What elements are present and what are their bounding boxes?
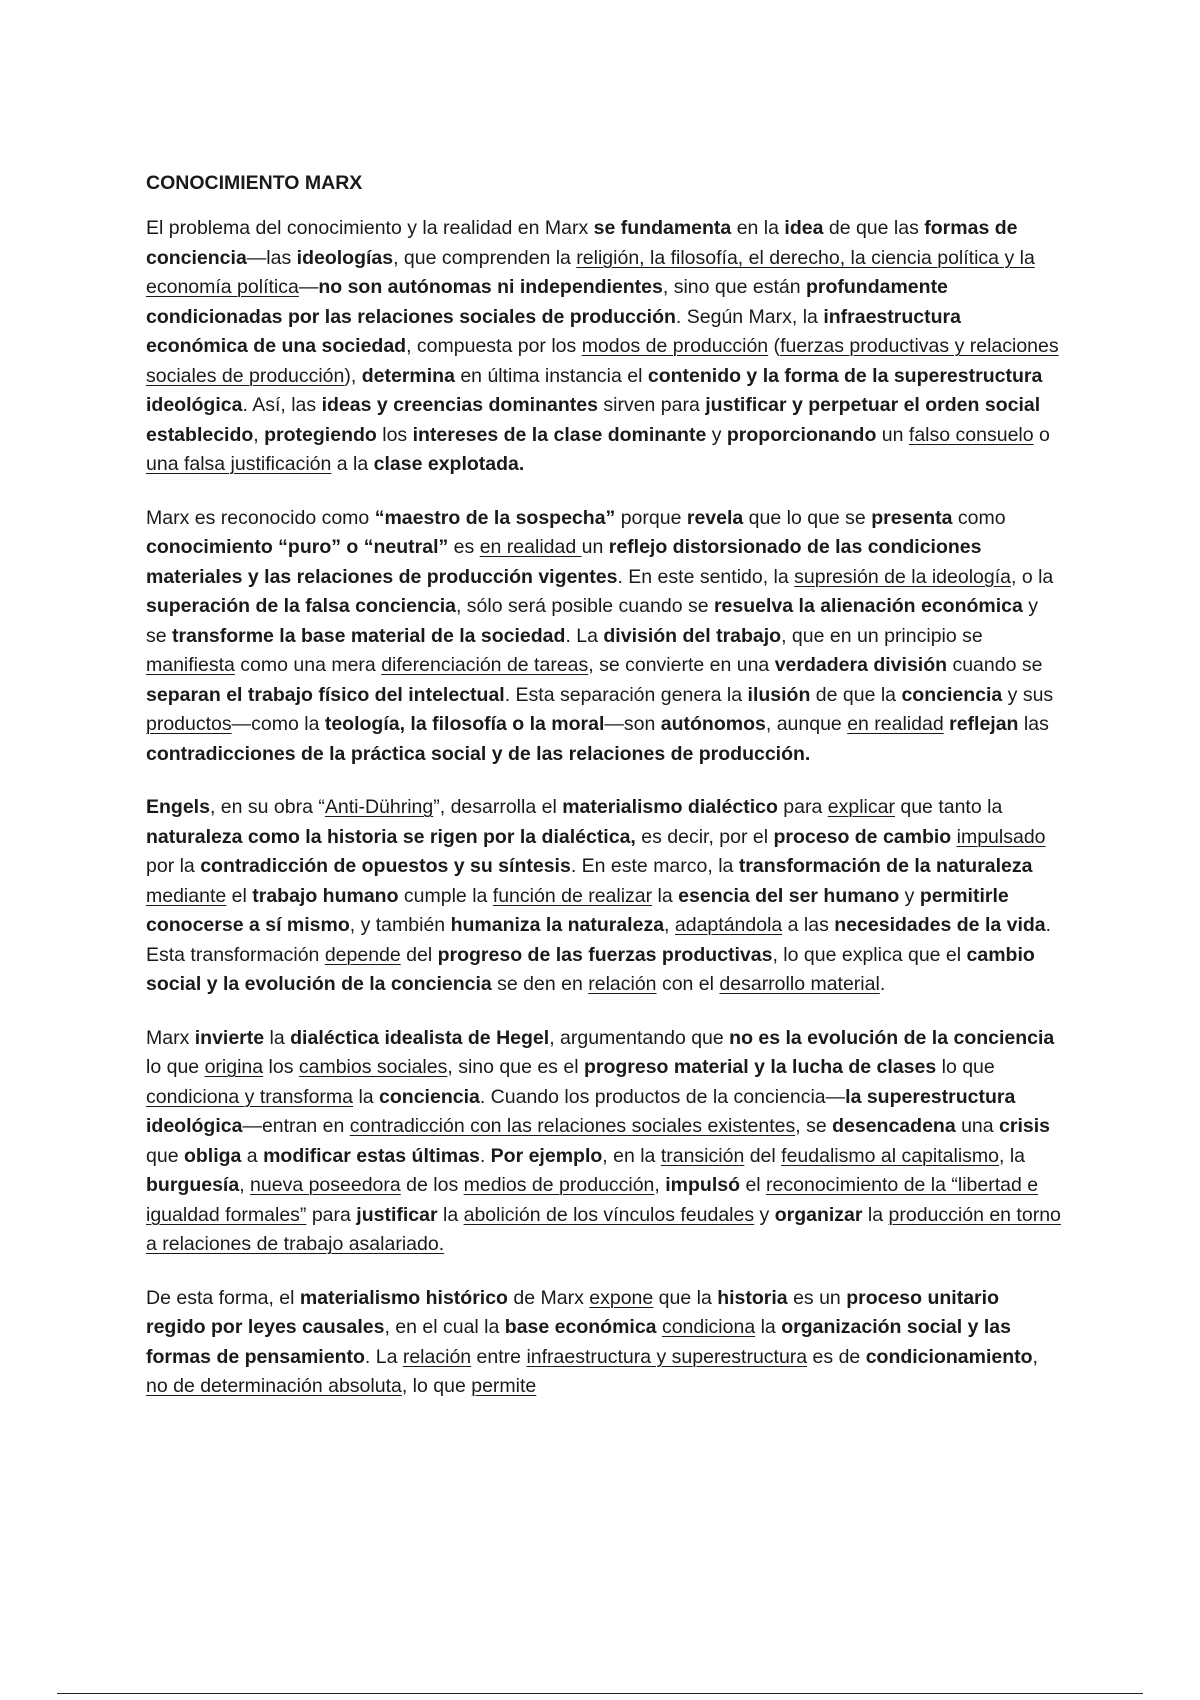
bold-phrase: infraestructura económica de una sociedad (146, 305, 961, 357)
text-run: entre (471, 1345, 527, 1368)
text-run: por la (146, 855, 201, 877)
bold-phrase: necesidades de la vida (834, 914, 1046, 936)
underlined-phrase: productos (146, 713, 232, 735)
bold-phrase: separan el trabajo físico del intelectual (146, 683, 505, 706)
paragraph-3 (146, 793, 1061, 1000)
bold-phrase: conocimiento “puro” o “neutral” (146, 536, 449, 558)
bold-phrase: cambio social y la evolución de la conciencia (146, 943, 1035, 995)
page-bottom-rule (57, 1693, 1143, 1694)
text-run: Marx es reconocido como (146, 506, 375, 529)
bold-phrase: condicionamiento (865, 1345, 1033, 1368)
text-run: a (241, 1144, 264, 1167)
text-run: —entran en (242, 1115, 350, 1137)
text-run: , (664, 914, 675, 936)
bold-phrase: proceso de cambio (773, 825, 952, 848)
paragraph-5 (146, 1284, 1061, 1402)
text-run: y (754, 1203, 775, 1226)
bold-phrase: reflejo distorsionado de las condiciones materiales y las relaciones de producción vigentes (146, 536, 982, 588)
bold-phrase: no son autónomas ni independientes (318, 276, 663, 298)
bold-phrase: superación de la falsa conciencia (146, 595, 456, 617)
text-run: , lo que explica que el (772, 943, 967, 966)
bold-phrase: contradicción de opuestos y su síntesis (200, 855, 571, 877)
underlined-phrase: producción en torno a relaciones de trabajo asalariado. (146, 1203, 1061, 1255)
bold-phrase: determina (361, 364, 455, 387)
text-run: a las (782, 914, 835, 936)
text-run: de que la (810, 683, 902, 706)
text-run: , que comprenden la (393, 246, 577, 269)
text-run: . En este sentido, la (617, 565, 795, 588)
underlined-phrase: reconocimiento de la “libertad e igualdad formales” (146, 1174, 1039, 1226)
text-run: y (899, 884, 920, 907)
text-run: De esta forma, el (146, 1286, 300, 1309)
text-run: . Así, las (242, 394, 322, 416)
text-run: El problema del conocimiento y la realidad en Marx (146, 217, 594, 239)
text-run: . Esta separación genera la (504, 683, 748, 706)
text-run: y se (146, 595, 1039, 647)
text-run: , (253, 423, 265, 446)
text-run: cumple la (398, 884, 493, 907)
underlined-phrase: supresión de la ideología (794, 565, 1011, 588)
bold-phrase: profundamente condicionadas por las relaciones sociales de producción (146, 276, 948, 328)
bold-phrase: clase explotada. (373, 453, 525, 475)
text-run: ”, desarrolla el (433, 796, 563, 818)
text-run: , aunque (765, 713, 848, 735)
bold-phrase: modificar estas últimas (263, 1144, 480, 1167)
text-run: a la (331, 453, 374, 475)
text-run: la (437, 1203, 464, 1226)
underlined-phrase: expone (589, 1286, 654, 1309)
bold-phrase: materialismo histórico (299, 1286, 508, 1309)
bold-phrase: materialismo dialéctico (562, 796, 778, 818)
underlined-phrase: modos de producción (581, 335, 769, 357)
bold-phrase: conciencia (901, 683, 1003, 706)
bold-phrase: se fundamenta (593, 217, 732, 239)
bold-phrase: protegiendo (264, 423, 377, 446)
text-run: para (306, 1203, 357, 1226)
text-run: de Marx (507, 1286, 590, 1309)
text-run: y (706, 423, 727, 446)
text-run: —las (246, 246, 297, 269)
text-run: . (479, 1144, 491, 1167)
bold-phrase: conciencia (379, 1085, 480, 1108)
bold-phrase: revela (686, 506, 744, 529)
text-run: . Esta transformación (146, 914, 1052, 966)
bold-phrase: autónomos (660, 713, 766, 735)
text-run: en la (731, 217, 785, 239)
underlined-phrase: relación (588, 973, 657, 995)
text-run: se den en (491, 973, 589, 995)
underlined-phrase: origina (204, 1056, 264, 1078)
text-run: , y también (349, 914, 451, 936)
text-run: que lo que se (743, 506, 872, 529)
text-run: que la (653, 1286, 718, 1309)
bold-phrase: división del trabajo (603, 624, 782, 647)
underlined-phrase: relación (402, 1345, 472, 1368)
underlined-phrase: feudalismo al capitalismo (781, 1144, 1000, 1167)
text-run: . La (364, 1345, 403, 1368)
text-run: . La (565, 624, 604, 647)
underlined-phrase: no de determinación absoluta (146, 1375, 402, 1397)
text-run: , (654, 1174, 666, 1196)
text-run: , sino que es el (447, 1056, 584, 1078)
text-run: , en el cual la (384, 1316, 505, 1338)
text-run: , se convierte en una (588, 654, 775, 676)
underlined-phrase: contradicción con las relaciones sociales existentes (349, 1115, 796, 1137)
document-page (146, 168, 1061, 1426)
bold-phrase: progreso de las fuerzas productivas (437, 943, 773, 966)
text-run: para (777, 796, 828, 818)
text-run: los (263, 1056, 299, 1078)
text-run: . Según Marx, la (675, 305, 824, 328)
text-run: , la (999, 1144, 1026, 1167)
underlined-phrase: transición (660, 1144, 745, 1167)
text-run: , (239, 1174, 251, 1196)
bold-phrase: trabajo humano (252, 884, 399, 907)
bold-phrase: transforme la base material de la sociedad (172, 624, 566, 647)
bold-phrase: “maestro de la sospecha” (374, 506, 616, 529)
text-run: es decir, por el (635, 825, 774, 848)
bold-phrase: formas de conciencia (146, 217, 1018, 269)
text-run: lo que (936, 1056, 995, 1078)
bold-phrase: reflejan (949, 713, 1019, 735)
text-run: la (755, 1316, 782, 1338)
text-run: . En este marco, la (570, 855, 739, 877)
underlined-phrase: mediante (146, 884, 227, 907)
text-run: que (146, 1144, 184, 1167)
underlined-phrase: desarrollo material (719, 973, 880, 995)
bold-phrase: intereses de la clase dominante (412, 423, 707, 446)
underlined-phrase: falso consuelo (908, 423, 1034, 446)
text-run: una (955, 1115, 1000, 1137)
text-run: es de (807, 1345, 866, 1368)
text-run: —son (604, 713, 661, 735)
text-run: es (448, 536, 480, 558)
bold-phrase: obliga (183, 1144, 242, 1167)
text-run: , en su obra “ (209, 796, 325, 818)
text-run: es un (787, 1286, 847, 1309)
underlined-phrase: religión, la filosofía, el derecho, la ciencia política y la economía política (146, 246, 1035, 298)
text-run: , argumentando que (549, 1026, 730, 1049)
bold-phrase: dialéctica idealista de Hegel (290, 1026, 550, 1049)
bold-phrase: justificar y perpetuar el orden social establecido (146, 394, 1041, 446)
text-run: , sólo será posible cuando se (455, 595, 714, 617)
text-run: la (264, 1026, 291, 1049)
bold-phrase: historia (717, 1286, 788, 1309)
text-run: del (400, 943, 438, 966)
bold-phrase: progreso material y la lucha de clases (583, 1056, 937, 1078)
underlined-phrase: permite (471, 1375, 537, 1397)
text-run: el (740, 1174, 767, 1196)
paragraph-2 (146, 504, 1061, 770)
underlined-phrase: medios de producción (463, 1174, 655, 1196)
underlined-phrase: impulsado (956, 825, 1046, 848)
text-run: , en la (602, 1144, 661, 1167)
text-run: . (879, 973, 886, 995)
paragraph-4 (146, 1024, 1061, 1260)
text-run: , (1032, 1345, 1038, 1368)
text-run: —como la (231, 713, 325, 735)
bold-phrase: base económica (504, 1316, 657, 1338)
text-run: como (952, 506, 1006, 529)
underlined-phrase: depende (324, 943, 401, 966)
text-run: ), (344, 364, 362, 387)
bold-phrase: organización social y las formas de pensamiento (146, 1316, 1011, 1368)
bold-phrase: ideas y creencias dominantes (321, 394, 598, 416)
text-run: cuando se (947, 654, 1043, 676)
text-run: con el (656, 973, 720, 995)
underlined-phrase: adaptándola (674, 914, 783, 936)
text-run: y sus (1002, 683, 1054, 706)
underlined-phrase: en realidad (479, 536, 582, 558)
text-run: que tanto la (894, 796, 1003, 818)
text-run: de que las (823, 217, 925, 239)
bold-phrase: teología, la filosofía o la moral (324, 713, 605, 735)
paragraph-1 (146, 214, 1061, 480)
document-title: CONOCIMIENTO MARX (146, 172, 363, 194)
bold-phrase: organizar (774, 1203, 863, 1226)
bold-phrase: Engels (146, 796, 210, 818)
bold-phrase: esencia del ser humano (678, 884, 900, 907)
underlined-phrase: función de realizar (492, 884, 653, 907)
bold-phrase: ideologías (296, 246, 394, 269)
bold-phrase: justificar (356, 1203, 438, 1226)
bold-phrase: desencadena (832, 1115, 956, 1137)
text-run: lo que (146, 1056, 205, 1078)
bold-phrase: contenido y la forma de la superestructura ideológica (146, 364, 1043, 416)
underlined-phrase: nueva poseedora (250, 1174, 401, 1196)
bold-phrase: idea (784, 217, 824, 239)
underlined-phrase: diferenciación de tareas (381, 654, 589, 676)
text-run: de los (400, 1174, 464, 1196)
text-run: sirven para (597, 394, 706, 416)
bold-phrase: no es la evolución de la conciencia (729, 1026, 1055, 1049)
text-run: ( (768, 335, 781, 357)
bold-phrase: resuelva la alienación económica (713, 595, 1023, 617)
underlined-phrase: condiciona y transforma (146, 1085, 354, 1108)
text-run: — (298, 276, 319, 298)
text-run: en última instancia el (454, 364, 648, 387)
bold-phrase: burguesía (146, 1174, 240, 1196)
underlined-phrase: abolición de los vínculos feudales (463, 1203, 755, 1226)
underlined-phrase: en realidad (847, 713, 944, 735)
underlined-phrase: manifiesta (146, 654, 235, 676)
text-run: el (226, 884, 253, 907)
bold-phrase: impulsó (665, 1174, 741, 1196)
bold-phrase: verdadera división (774, 654, 948, 676)
bold-phrase: humaniza la naturaleza (450, 914, 665, 936)
bold-phrase: proceso unitario regido por leyes causales (146, 1286, 999, 1338)
text-run: Marx (146, 1026, 195, 1049)
text-run: , se (795, 1115, 833, 1137)
underlined-phrase: una falsa justificación (146, 453, 332, 475)
underlined-phrase: Anti-Dühring (324, 796, 434, 818)
text-run: del (744, 1144, 782, 1167)
text-run: , compuesta por los (406, 335, 582, 357)
underlined-phrase: fuerzas productivas y relaciones sociales de producción (146, 335, 1059, 387)
text-run: porque (615, 506, 687, 529)
text-run: los (376, 423, 413, 446)
underlined-phrase: condiciona (661, 1316, 756, 1338)
text-run: un (581, 536, 609, 558)
bold-phrase: naturaleza como la historia se rigen por la dialéctica, (146, 825, 636, 848)
bold-phrase: permitirle conocerse a sí mismo (146, 884, 1009, 936)
underlined-phrase: cambios sociales (298, 1056, 448, 1078)
bold-phrase: presenta (871, 506, 953, 529)
bold-phrase: transformación de la naturaleza (738, 855, 1033, 877)
bold-phrase: invierte (194, 1026, 265, 1049)
text-run: un (876, 423, 909, 446)
text-run: , que en un principio se (781, 624, 983, 647)
bold-phrase: crisis (999, 1115, 1051, 1137)
bold-phrase: proporcionando (726, 423, 877, 446)
text-run: las (1018, 713, 1049, 735)
text-run: como una mera (234, 654, 382, 676)
bold-phrase: Por ejemplo (490, 1144, 603, 1167)
text-run: , o la (1010, 565, 1054, 588)
bold-phrase: la superestructura ideológica (146, 1085, 1016, 1137)
bold-phrase: contradicciones de la práctica social y de las relaciones de producción. (146, 742, 811, 765)
text-run: la (353, 1085, 380, 1108)
underlined-phrase: infraestructura y superestructura (526, 1345, 808, 1368)
text-run: la (652, 884, 679, 907)
text-run: la (862, 1203, 889, 1226)
text-run: , sino que están (662, 276, 806, 298)
text-run: o (1033, 423, 1050, 446)
text-run: . Cuando los productos de la conciencia— (479, 1085, 846, 1108)
text-run: , lo que (401, 1375, 472, 1397)
underlined-phrase: explicar (827, 796, 895, 818)
bold-phrase: ilusión (747, 683, 811, 706)
